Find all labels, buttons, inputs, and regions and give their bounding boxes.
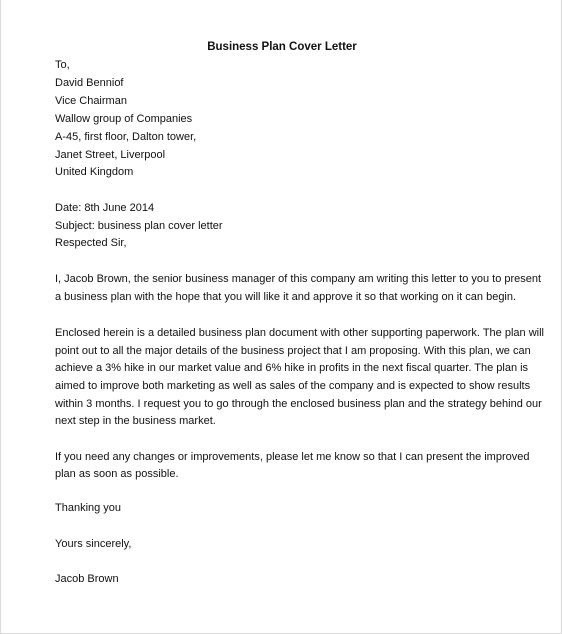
letter-subject: Subject: business plan cover letter xyxy=(55,220,223,232)
letter-title: Business Plan Cover Letter xyxy=(207,41,357,53)
paragraph-3-line: If you need any changes or improvements, please let me know so that I can present the improved xyxy=(55,451,530,463)
recipient-company: Wallow group of Companies xyxy=(55,113,193,125)
letter-thanks: Thanking you xyxy=(55,502,122,514)
recipient-title: Vice Chairman xyxy=(55,95,127,107)
paragraph-2-line: aimed to improve both marketing as well as sales of the company and is expected to show results xyxy=(55,380,531,392)
paragraph-2-line: next step in the business market. xyxy=(55,415,216,427)
paragraph-2-line: point out to all the major details of the business project that I am proposing. With this plan, we can xyxy=(55,345,531,357)
paragraph-2-line: achieve a 3% hike in our market value and 6% hike in profits in the next fiscal quarter. The plan is xyxy=(55,362,529,374)
letter-closing: Yours sincerely, xyxy=(55,538,132,550)
paragraph-1-line: a business plan with the hope that you will like it and approve it so that working on it can begin. xyxy=(55,291,517,303)
paragraph-2-line: Enclosed herein is a detailed business plan document with other supporting paperwork. The plan will xyxy=(55,327,544,339)
paragraph-2-line: within 3 months. I request you to go through the enclosed business plan and the strategy behind our xyxy=(55,398,542,410)
letter-salutation: Respected Sir, xyxy=(55,237,127,249)
letter-date: Date: 8th June 2014 xyxy=(55,202,155,214)
paragraph-1-line: I, Jacob Brown, the senior business manager of this company am writing this letter to you to present xyxy=(55,273,542,285)
letter-signature: Jacob Brown xyxy=(55,573,119,585)
recipient-address-line-1: A-45, first floor, Dalton tower, xyxy=(55,131,197,143)
paragraph-3-line: plan as soon as possible. xyxy=(55,468,179,480)
recipient-country: United Kingdom xyxy=(55,166,134,178)
recipient-address-line-2: Janet Street, Liverpool xyxy=(55,149,166,161)
recipient-to: To, xyxy=(55,59,70,71)
recipient-name: David Benniof xyxy=(55,77,124,89)
